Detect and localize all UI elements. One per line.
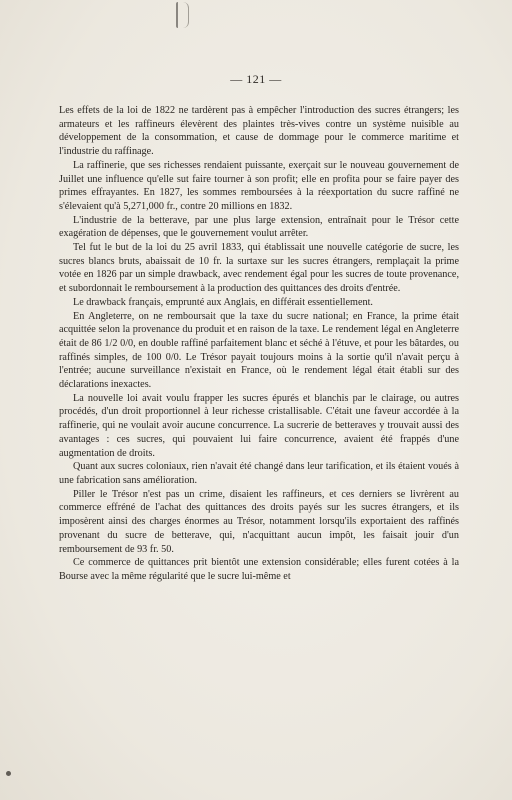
- page-number: — 121 —: [230, 72, 282, 86]
- paragraph: Le drawback français, emprunté aux Anglais, en différait essentiellement.: [73, 296, 373, 308]
- paragraph: En Angleterre, on ne remboursait que la taxe du sucre national; en France, la prime était acquittée selon la provenance du produit et en raison de la taxe. Le rendement légal en Angleterre était de 86 1/2 0/0, en double raffiné parfaitement blanc et séché à l'étuve, et pour les bâtardes, ou raffinés simples, de 100 0/0. Le Trésor payait toujours moins à la sortie qu'il n'avait perçu à l'entrée; aucune surveillance n'existait en France, où le rendement légal était établi sur des déclarations inexactes.: [59, 310, 459, 391]
- paragraph: Tel fut le but de la loi du 25 avril 1833, qui établissait une nouvelle catégorie de sucre, les sucres blancs bruts, abaissait de 10 fr. la surtaxe sur les sucres étrangers, remplaçait la prime votée en 1826 par un simple drawback, avec rendement égal pour les sucres de toute provenance, et subordonnait le remboursement à la production des quittances des droits d'entrée.: [59, 242, 459, 295]
- ink-spot: [6, 771, 11, 776]
- paragraph: La nouvelle loi avait voulu frapper les sucres épurés et blanchis par le clairage, ou autres procédés, d'un droit proportionnel à leur richesse cristallisable. C'était une faveur accordée à la raffinerie, qui ne voulait avoir aucune concurrence. La sucrerie de betteraves y trouvait aussi des avantages : ces sucres, qui pouvaient lui faire concurrence, avaient été frappés d'une augmentation de droits.: [59, 392, 459, 459]
- paragraph: L'industrie de la betterave, par une plus large extension, entraînait pour le Trésor cette exagération de dépenses, que le gouvernement voulut arrêter.: [59, 214, 459, 240]
- paragraph: Les effets de la loi de 1822 ne tardèrent pas à empêcher l'introduction des sucres étrangers; les armateurs et les raffineurs élevèrent des plaintes très-vives contre un système nuisible au développement de la consommation, et cause de dommage pour le commerce maritime et l'industrie du raffinage.: [59, 105, 459, 158]
- paragraph: Ce commerce de quittances prit bientôt une extension considérable; elles furent cotées à la Bourse avec la même régularité que le sucre lui-même et: [59, 557, 459, 582]
- binding-mark: [176, 2, 189, 28]
- paragraph: Quant aux sucres coloniaux, rien n'avait été changé dans leur tarification, et ils étaient voués à une fabrication sans amélioration.: [59, 461, 459, 486]
- body-text: [59, 104, 459, 584]
- paragraph: Piller le Trésor n'est pas un crime, disaient les raffineurs, et ces derniers se livrèrent au commerce effréné de l'achat des quittances des droits payés sur les sucres étrangers, et ils imposèrent ainsi des charges énormes au Trésor, notamment lorsqu'ils exportaient des raffinés provenant du sucre de betterave, qui, n'acquittant aucun impôt, les faisait jouir d'un remboursement de 93 fr. 50.: [59, 488, 459, 555]
- paragraph: La raffinerie, que ses richesses rendaient puissante, exerçait sur le nouveau gouvernement de Juillet une influence qu'elle sut faire tourner à son profit; elle en profita pour se faire payer des primes effrayantes. En 1827, les sommes remboursées à la réexportation du sucre raffiné ne s'élevaient qu'à 5,271,000 fr., contre 20 millions en 1832.: [59, 159, 459, 212]
